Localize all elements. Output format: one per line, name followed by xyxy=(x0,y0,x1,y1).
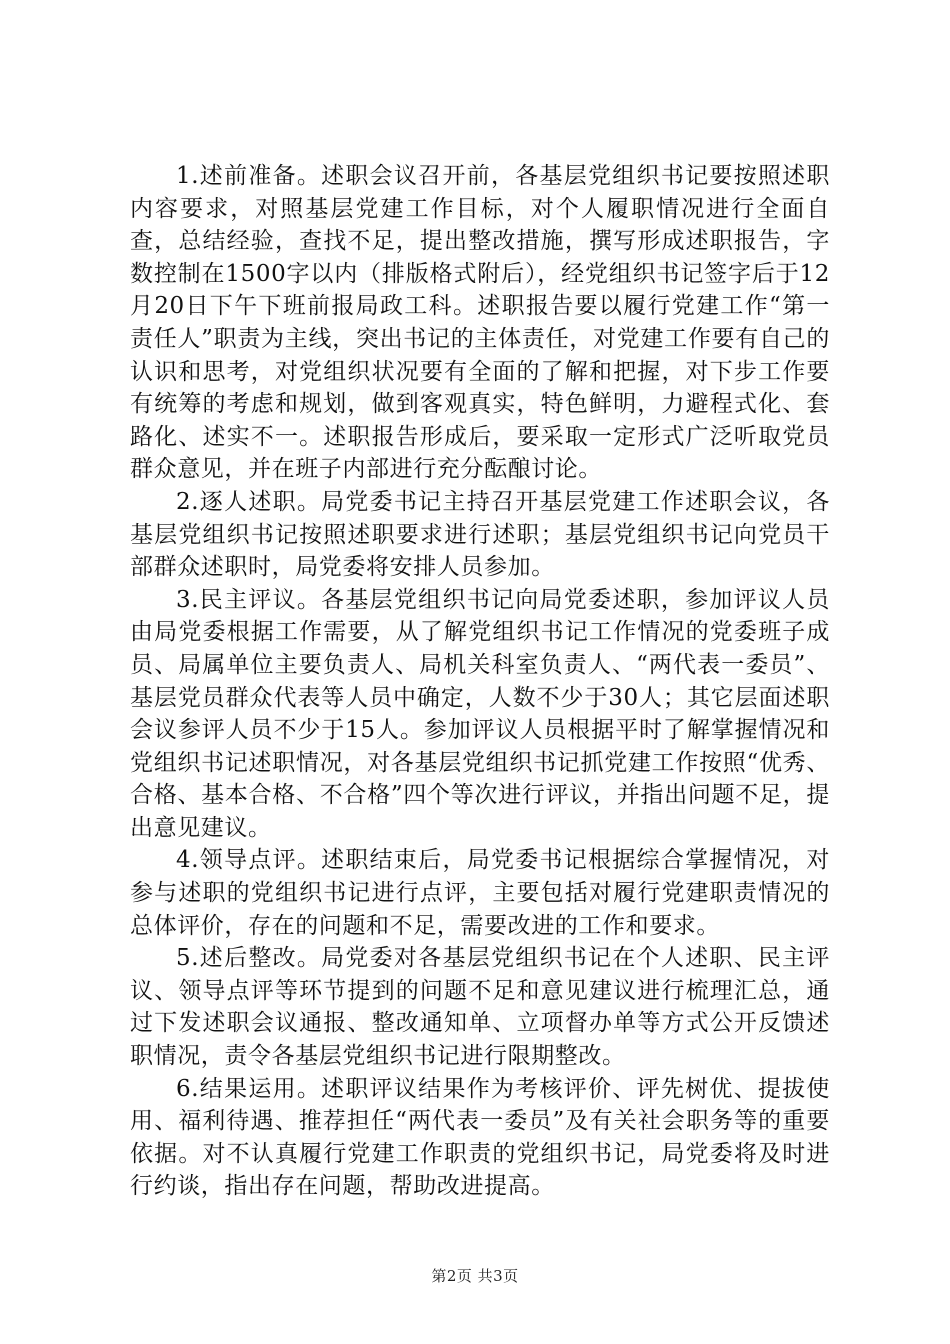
paragraph-3: 3.民主评议。各基层党组织书记向局党委述职，参加评议人员由局党委根据工作需要，从了解党组织书记工作情况的党委班子成员、局属单位主要负责人、局机关科室负责人、“两代表一委员”、基层党员群众代表等人员中确定，人数不少于30人；其它层面述职会议参评人员不少于15人。参加评议人员根据平时了解掌握情况和党组织书记述职情况，对各基层党组织书记抓党建工作按照“优秀、合格、基本合格、不合格”四个等次进行评议，并指出问题不足，提出意见建议。 xyxy=(130,586,830,841)
paragraph-1: 1.述前准备。述职会议召开前，各基层党组织书记要按照述职内容要求，对照基层党建工作目标，对个人履职情况进行全面自查，总结经验，查找不足，提出整改措施，撰写形成述职报告，字数控制在1500字以内（排版格式附后），经党组织书记签字后于12月20日下午下班前报局政工科。述职报告要以履行党建工作“第一责任人”职责为主线，突出书记的主体责任，对党建工作要有自己的认识和思考，对党组织状况要有全面的了解和把握，对下步工作要有统筹的考虑和规划，做到客观真实，特色鲜明，力避程式化、套路化、述实不一。述职报告形成后，要采取一定形式广泛听取党员群众意见，并在班子内部进行充分酝酿讨论。 xyxy=(130,163,830,483)
paragraph-4: 4.领导点评。述职结束后，局党委书记根据综合掌握情况，对参与述职的党组织书记进行点评，主要包括对履行党建职责情况的总体评价，存在的问题和不足，需要改进的工作和要求。 xyxy=(130,847,830,939)
paragraph-6: 6.结果运用。述职评议结果作为考核评价、评先树优、提拔使用、福利待遇、推荐担任“两代表一委员”及有关社会职务等的重要依据。对不认真履行党建工作职责的党组织书记，局党委将及时进行约谈，指出存在问题，帮助改进提高。 xyxy=(130,1075,830,1200)
document-body xyxy=(130,160,830,1203)
paragraph-2: 2.逐人述职。局党委书记主持召开基层党建工作述职会议，各基层党组织书记按照述职要求进行述职；基层党组织书记向党员干部群众述职时，局党委将安排人员参加。 xyxy=(130,488,830,581)
paragraph-5: 5.述后整改。局党委对各基层党组织书记在个人述职、民主评议、领导点评等环节提到的问题不足和意见建议进行梳理汇总，通过下发述职会议通报、整改通知单、立项督办单等方式公开反馈述职情况，责令各基层党组织书记进行限期整改。 xyxy=(130,945,830,1070)
page-number-footer: 第2页 共3页 xyxy=(431,1267,519,1285)
